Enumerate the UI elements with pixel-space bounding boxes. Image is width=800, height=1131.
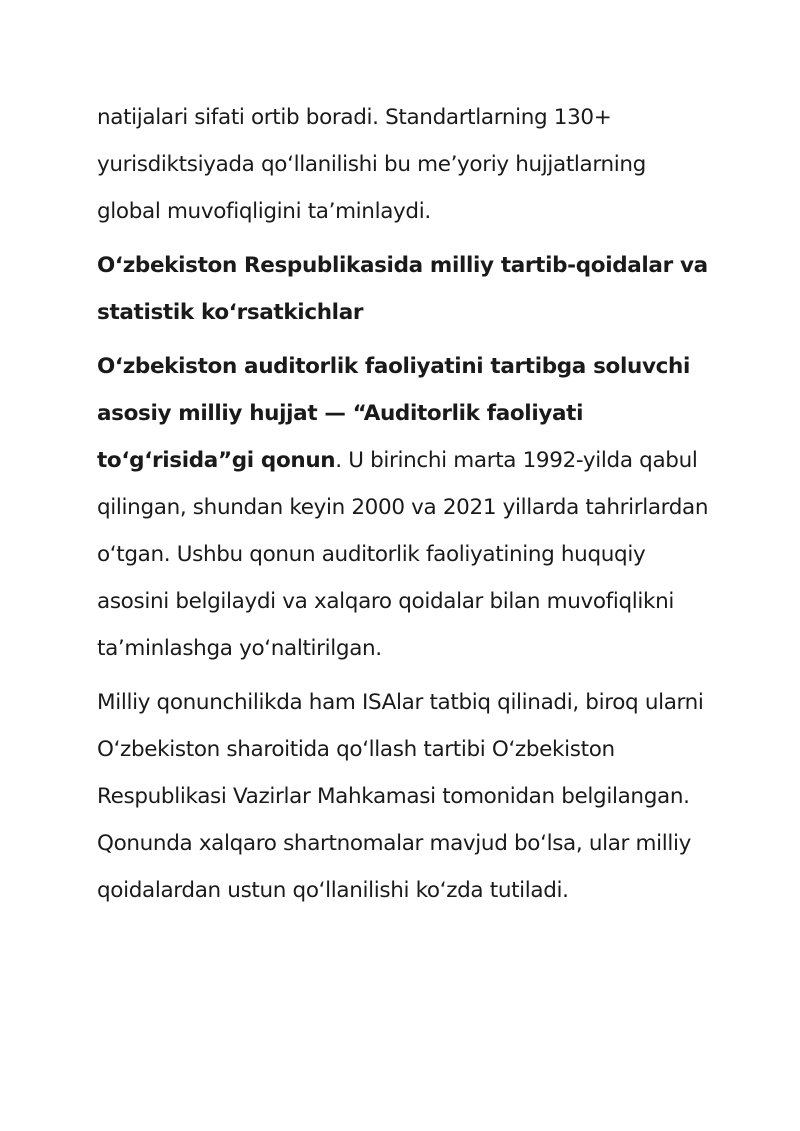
document-page (97, 94, 712, 921)
paragraph-standards: natijalari sifati ortib boradi. Standartlarning 130+ yurisdiktsiyada qo‘llanilishi bu me’yoriy hujjatlarning global muvofiqligini ta’minlaydi. (97, 105, 646, 224)
audit-law-emphasis: O‘zbekiston auditorlik faoliyatini tartibga soluvchi asosiy milliy hujjat — “Auditorlik faoliyati to‘g‘risida”gi qonun (97, 354, 690, 473)
section-heading: O‘zbekiston Respublikasida milliy tartib-qoidalar va statistik ko‘rsatkichlar (97, 253, 708, 325)
paragraph-national-legislation: Milliy qonunchilikda ham ISAlar tatbiq qilinadi, biroq ularni O‘zbekiston sharoitida qo‘llash tartibi O‘zbekiston Respublikasi Vazirlar Mahkamasi tomonidan belgilangan. Qonunda xalqaro shartnomalar mavjud bo‘lsa, ular milliy qoidalardan ustun qo‘llanilishi ko‘zda tutiladi. (97, 690, 704, 903)
audit-law-text: . U birinchi marta 1992-yilda qabul qilingan, shundan keyin 2000 va 2021 yillarda tahrirlardan o‘tgan. Ushbu qonun auditorlik faoliyatining huquqiy asosini belgilaydi va xalqaro qoidalar bilan muvofiqlikni ta’minlashga yo‘naltirilgan. (97, 448, 709, 661)
paragraph-audit-law (97, 343, 712, 672)
